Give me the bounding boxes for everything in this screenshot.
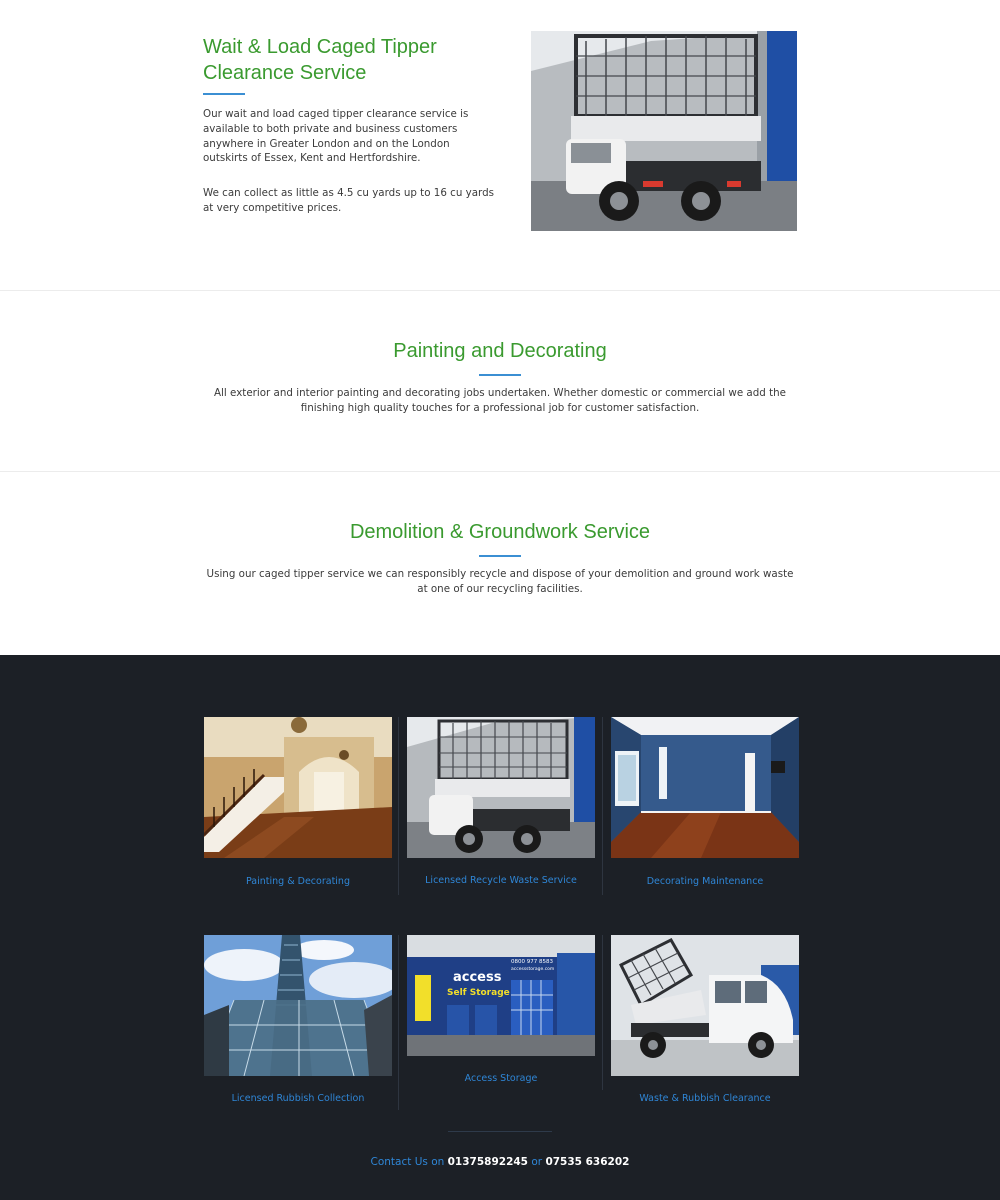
contact-prefix: Contact Us on xyxy=(370,1156,445,1168)
storage-sub-text: Self Storage xyxy=(447,988,510,998)
contact-joiner: or xyxy=(531,1156,543,1168)
interior-staircase-image xyxy=(204,717,392,858)
tipper-van-image xyxy=(611,935,799,1076)
title-underline xyxy=(203,93,245,95)
painting-title: Painting and Decorating xyxy=(393,340,607,362)
service-card-waste-clearance[interactable] xyxy=(611,935,799,1104)
column-divider xyxy=(398,935,399,1110)
service-label[interactable]: Access Storage xyxy=(464,1073,538,1084)
services-footer xyxy=(0,655,1000,1200)
column-divider xyxy=(398,717,399,895)
footer-divider xyxy=(448,1131,552,1132)
service-card-access-storage[interactable] xyxy=(407,935,595,1084)
service-label[interactable]: Painting & Decorating xyxy=(246,876,350,887)
tipper-service-paragraph-1: Our wait and load caged tipper clearance service is available to both private and business customers anywhere in Greater London and on the London outskirts of Essex, Kent and Hertfordshire. xyxy=(203,108,469,165)
demolition-text: Using our caged tipper service we can responsibly recycle and dispose of your demolition and ground work waste at one of our recycling facilities. xyxy=(206,568,794,595)
tipper-service-title: Wait & Load Caged Tipper Clearance Service xyxy=(203,36,437,84)
phone-link-2[interactable]: 07535 636202 xyxy=(545,1156,630,1168)
service-label[interactable]: Decorating Maintenance xyxy=(646,876,764,887)
access-storage-building-image xyxy=(407,935,595,1056)
service-card-painting[interactable] xyxy=(204,717,392,887)
caged-tipper-truck-image xyxy=(407,717,595,858)
demolition-title: Demolition & Groundwork Service xyxy=(349,521,651,543)
blue-room-image xyxy=(611,717,799,858)
caged-tipper-truck-image xyxy=(531,31,797,231)
painting-section xyxy=(0,292,1000,472)
service-card-rubbish-collection[interactable] xyxy=(204,935,392,1104)
column-divider xyxy=(602,935,603,1090)
title-underline xyxy=(479,374,521,376)
service-label[interactable]: Licensed Recycle Waste Service xyxy=(425,875,577,886)
painting-text: All exterior and interior painting and decorating jobs undertaken. Whether domestic or commercial we add the finishing high quality touches for a professional job for customer satisfaction. xyxy=(214,387,786,414)
title-underline xyxy=(479,555,521,557)
storage-phone-text: 0800 977 8583 xyxy=(511,959,553,965)
service-label[interactable]: Waste & Rubbish Clearance xyxy=(639,1093,771,1104)
demolition-section xyxy=(0,473,1000,655)
service-card-recycle-waste[interactable] xyxy=(407,717,595,886)
storage-brand-text: access xyxy=(453,970,502,985)
tipper-service-section xyxy=(0,0,1000,291)
glass-tower-image xyxy=(204,935,392,1076)
service-card-decorating-maintenance[interactable] xyxy=(611,717,799,887)
service-label[interactable]: Licensed Rubbish Collection xyxy=(231,1093,365,1104)
column-divider xyxy=(602,717,603,895)
tipper-service-paragraph-2: We can collect as little as 4.5 cu yards up to 16 cu yards at very competitive prices. xyxy=(203,187,494,214)
storage-site-text: accessstorage.com xyxy=(511,967,555,972)
phone-link-1[interactable]: 01375892245 xyxy=(447,1156,528,1168)
contact-line xyxy=(0,1156,1000,1168)
